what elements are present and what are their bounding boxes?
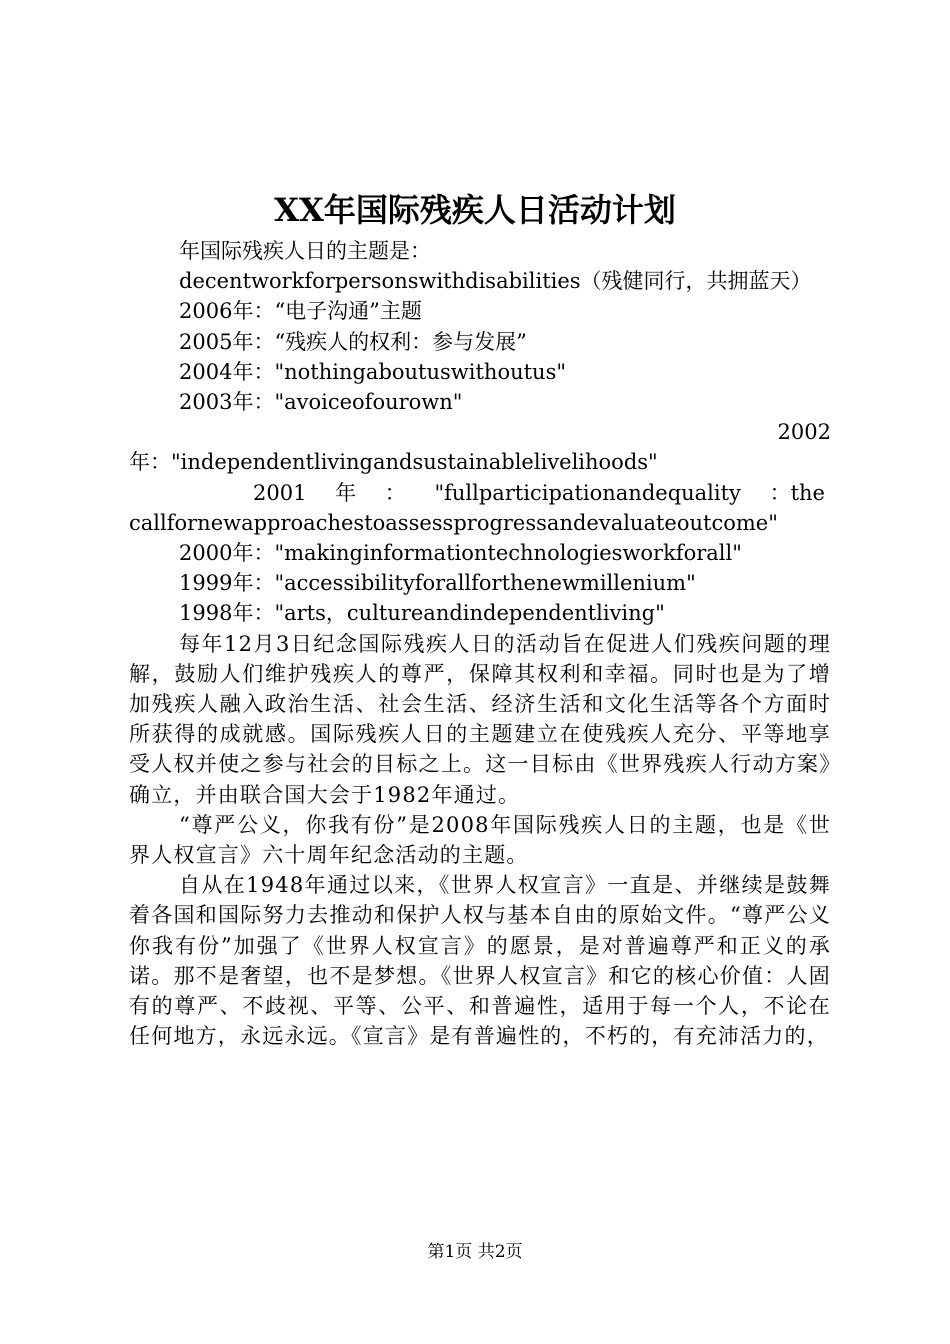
theme-value-line: decentworkforpersonswithdisabilities（残健同行，共拥蓝天） xyxy=(179,269,812,294)
theme-intro-line: 年国际残疾人日的主题是： xyxy=(179,239,431,263)
document-title: XX年国际残疾人日活动计划 xyxy=(274,191,676,229)
page-footer: 第1页 共2页 xyxy=(427,1242,523,1262)
year-1999-line: 1999年："accessibilityforallforthenewmillenium" xyxy=(179,571,696,596)
year-2002-line: 年："independentlivingandsustainablelivelihoods" xyxy=(129,450,658,475)
year-2006-line: 2006年：“电子沟通”主题 xyxy=(179,299,422,324)
year-2004-line: 2004年："nothingaboutuswithoutus" xyxy=(179,359,567,384)
year-2000-line: 2000年："makinginformationtechnologiesworkforall" xyxy=(179,541,742,566)
paragraph-purpose: 每年12月3日纪念国际残疾人日的活动旨在促进人们残疾问题的理解，鼓励人们维护残疾人的尊严，保障其权利和幸福。同时也是为了增加残疾人融入政治生活、社会生活、经济生活和文化生活等各个方面时所获得的成就感。国际残疾人日的主题建立在使残疾人充分、平等地享受人权并使之参与社会的目标之上。这一目标由《世界残疾人行动方案》确立，并由联合国大会于1982年通过。 xyxy=(129,631,831,807)
year-2005-line: 2005年：“残疾人的权利：参与发展” xyxy=(179,329,527,354)
year-2003-line: 2003年："avoiceofourown" xyxy=(179,390,463,415)
paragraph-declaration: 自从在1948年通过以来，《世界人权宣言》一直是、并继续是鼓舞着各国和国际努力去推动和保护人权与基本自由的原始文件。“尊严公义你我有份”加强了《世界人权宣言》的愿景，是对普遍尊严和正义的承诺。那不是奢望，也不是梦想。《世界人权宣言》和它的核心价值：人固有的尊严、不歧视、平等、公平、和普遍性，适用于每一个人，不论在任何地方，永远永远。《宣言》是有普遍性的，不朽的，有充沛活力的， xyxy=(129,873,831,1049)
year-2002-number: 2002 xyxy=(777,420,831,445)
paragraph-2008-theme: “尊严公义，你我有份”是2008年国际残疾人日的主题，也是《世界人权宣言》六十周年纪念活动的主题。 xyxy=(129,812,831,868)
year-2001-line: 2001 年 ： "fullparticipationandequality ：thecallfornewapproachestoassessprogressandevaluateoutcome" xyxy=(129,480,825,535)
year-1998-line: 1998年："arts，cultureandindependentliving" xyxy=(179,601,665,626)
document-body xyxy=(129,236,831,1051)
